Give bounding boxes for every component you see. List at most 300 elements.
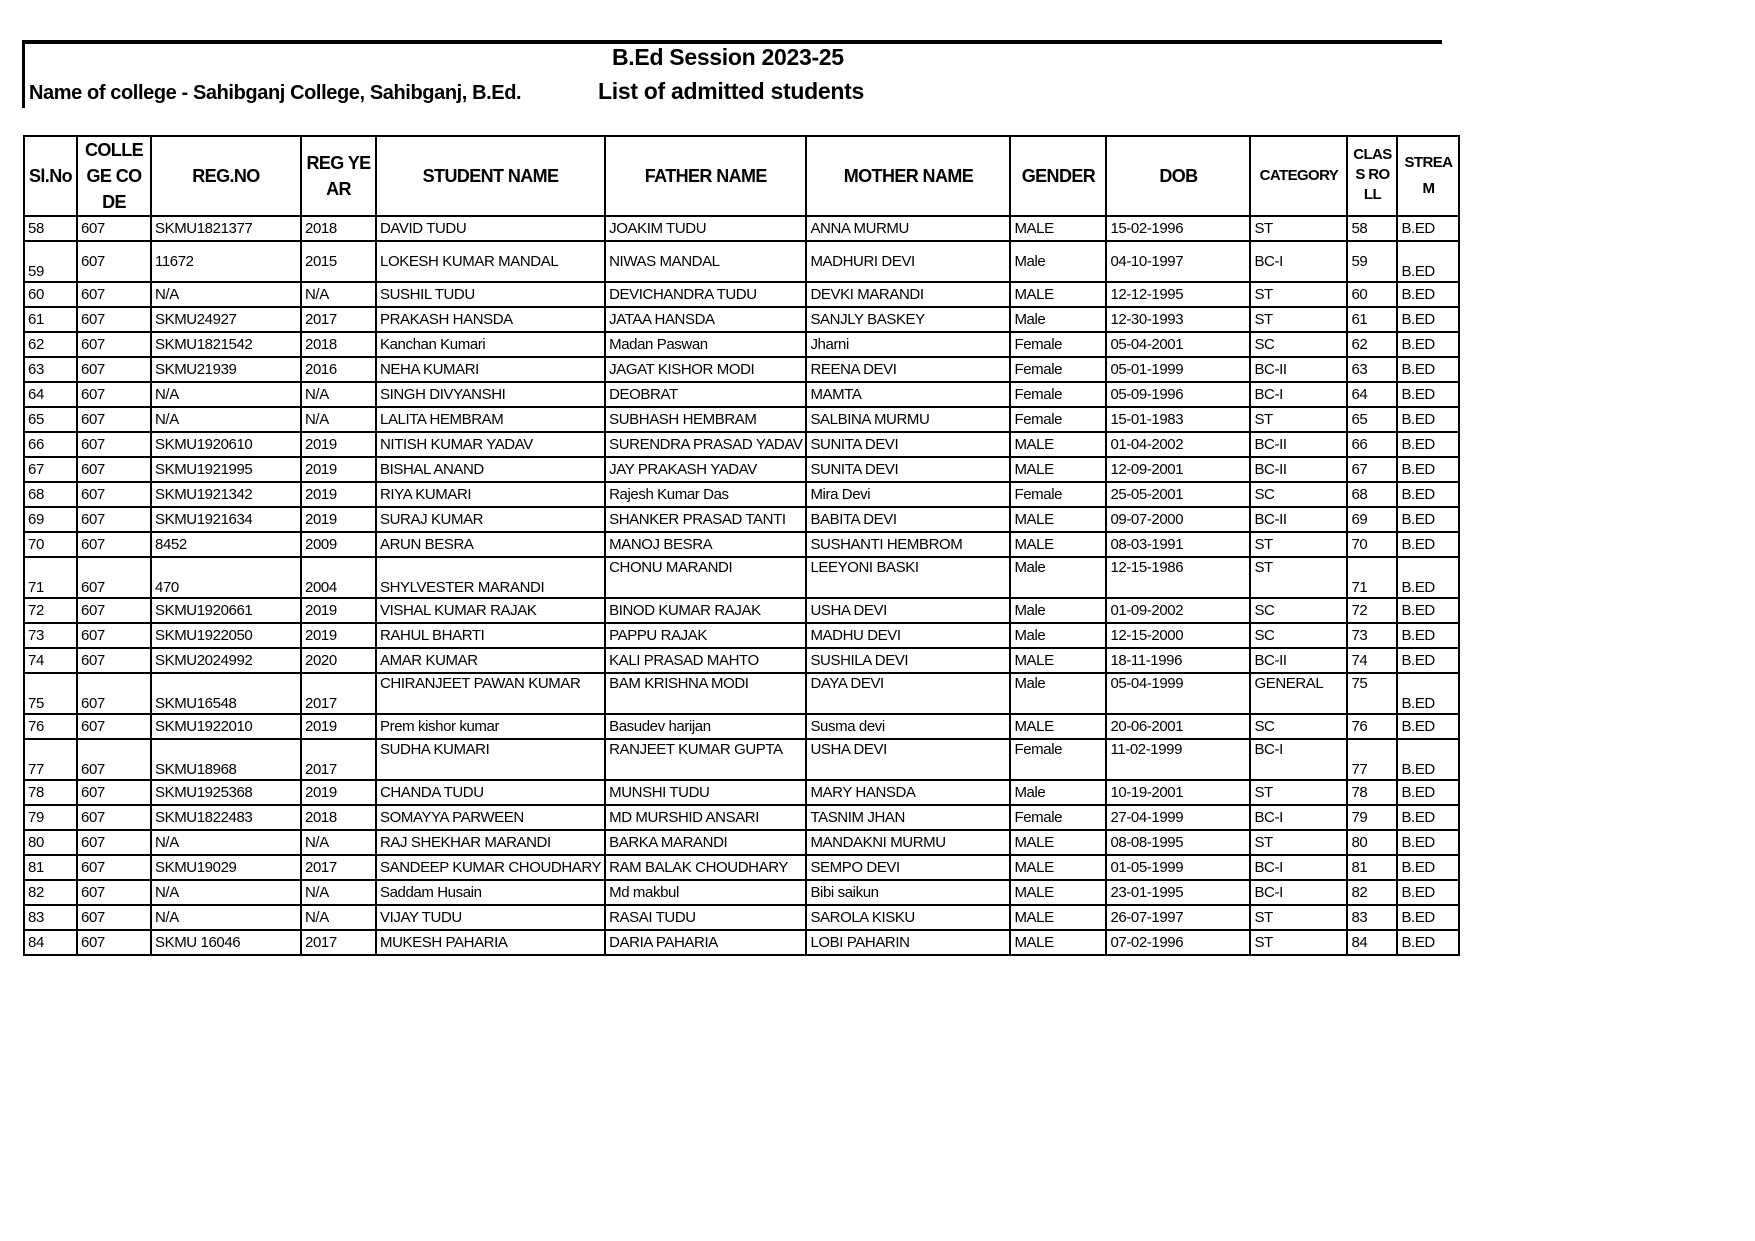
cell-sl-no: 73 — [24, 623, 77, 648]
cell-category: ST — [1250, 532, 1347, 557]
cell-gender: Male — [1010, 307, 1106, 332]
cell-college-code: 607 — [77, 407, 151, 432]
table-row — [24, 282, 1459, 307]
cell-father-name: NIWAS MANDAL — [605, 241, 806, 282]
cell-dob: 26-07-1997 — [1106, 905, 1250, 930]
cell-class-roll: 58 — [1347, 216, 1397, 241]
cell-student-name: RAHUL BHARTI — [376, 623, 605, 648]
table-row — [24, 673, 1459, 714]
col-header-college-code: COLLEGE CODE — [77, 136, 151, 216]
cell-category: BC-II — [1250, 432, 1347, 457]
cell-class-roll: 75 — [1347, 673, 1397, 714]
cell-dob: 15-01-1983 — [1106, 407, 1250, 432]
cell-reg-no: N/A — [151, 905, 301, 930]
col-header-sl-no: Sl.No — [24, 136, 77, 216]
cell-sl-no: 77 — [24, 739, 77, 780]
cell-category: SC — [1250, 598, 1347, 623]
cell-mother-name: SUSHILA DEVI — [806, 648, 1010, 673]
col-header-mother-name: MOTHER NAME — [806, 136, 1010, 216]
cell-stream: B.ED — [1397, 623, 1459, 648]
cell-college-code: 607 — [77, 307, 151, 332]
cell-gender: Female — [1010, 382, 1106, 407]
cell-sl-no: 79 — [24, 805, 77, 830]
cell-student-name: BISHAL ANAND — [376, 457, 605, 482]
table-row — [24, 507, 1459, 532]
cell-reg-year: 2016 — [301, 357, 376, 382]
cell-category: BC-II — [1250, 357, 1347, 382]
cell-student-name: LALITA HEMBRAM — [376, 407, 605, 432]
cell-gender: MALE — [1010, 457, 1106, 482]
cell-reg-year: N/A — [301, 282, 376, 307]
cell-student-name: NITISH KUMAR YADAV — [376, 432, 605, 457]
cell-stream: B.ED — [1397, 532, 1459, 557]
col-header-reg-year: REG YEAR — [301, 136, 376, 216]
cell-stream: B.ED — [1397, 780, 1459, 805]
cell-father-name: RANJEET KUMAR GUPTA — [605, 739, 806, 780]
cell-father-name: JAY PRAKASH YADAV — [605, 457, 806, 482]
cell-reg-year: 2020 — [301, 648, 376, 673]
cell-reg-year: 2009 — [301, 532, 376, 557]
cell-reg-no: SKMU1920610 — [151, 432, 301, 457]
cell-father-name: BINOD KUMAR RAJAK — [605, 598, 806, 623]
cell-mother-name: SUNITA DEVI — [806, 432, 1010, 457]
cell-stream: B.ED — [1397, 930, 1459, 955]
cell-stream: B.ED — [1397, 905, 1459, 930]
cell-reg-year: 2018 — [301, 216, 376, 241]
document-subtitle: List of admitted students — [598, 78, 864, 104]
cell-dob: 12-30-1993 — [1106, 307, 1250, 332]
cell-mother-name: Jharni — [806, 332, 1010, 357]
cell-stream: B.ED — [1397, 432, 1459, 457]
cell-dob: 12-12-1995 — [1106, 282, 1250, 307]
cell-student-name: SURAJ KUMAR — [376, 507, 605, 532]
cell-reg-year: N/A — [301, 830, 376, 855]
cell-class-roll: 64 — [1347, 382, 1397, 407]
cell-class-roll: 62 — [1347, 332, 1397, 357]
cell-category: BC-I — [1250, 880, 1347, 905]
cell-category: ST — [1250, 830, 1347, 855]
cell-stream: B.ED — [1397, 880, 1459, 905]
cell-category: BC-I — [1250, 855, 1347, 880]
cell-sl-no: 76 — [24, 714, 77, 739]
cell-reg-year: 2017 — [301, 307, 376, 332]
cell-class-roll: 74 — [1347, 648, 1397, 673]
cell-dob: 12-15-2000 — [1106, 623, 1250, 648]
cell-dob: 25-05-2001 — [1106, 482, 1250, 507]
cell-college-code: 607 — [77, 880, 151, 905]
cell-stream: B.ED — [1397, 830, 1459, 855]
cell-dob: 12-15-1986 — [1106, 557, 1250, 598]
cell-category: BC-II — [1250, 457, 1347, 482]
col-header-reg-no: REG.NO — [151, 136, 301, 216]
cell-reg-year: N/A — [301, 382, 376, 407]
cell-student-name: DAVID TUDU — [376, 216, 605, 241]
table-row — [24, 880, 1459, 905]
cell-father-name: KALI PRASAD MAHTO — [605, 648, 806, 673]
cell-mother-name: MADHU DEVI — [806, 623, 1010, 648]
table-row — [24, 855, 1459, 880]
cell-class-roll: 80 — [1347, 830, 1397, 855]
cell-student-name: SOMAYYA PARWEEN — [376, 805, 605, 830]
table-row — [24, 307, 1459, 332]
cell-father-name: DEVICHANDRA TUDU — [605, 282, 806, 307]
col-header-dob: DOB — [1106, 136, 1250, 216]
cell-student-name: VISHAL KUMAR RAJAK — [376, 598, 605, 623]
cell-gender: MALE — [1010, 880, 1106, 905]
cell-student-name: SHYLVESTER MARANDI — [376, 557, 605, 598]
cell-class-roll: 82 — [1347, 880, 1397, 905]
cell-sl-no: 84 — [24, 930, 77, 955]
college-name: Name of college - Sahibganj College, Sahibganj, B.Ed. — [29, 82, 522, 104]
cell-college-code: 607 — [77, 332, 151, 357]
cell-student-name: VIJAY TUDU — [376, 905, 605, 930]
cell-class-roll: 63 — [1347, 357, 1397, 382]
cell-reg-year: 2019 — [301, 432, 376, 457]
cell-reg-year: 2004 — [301, 557, 376, 598]
cell-college-code: 607 — [77, 830, 151, 855]
cell-class-roll: 70 — [1347, 532, 1397, 557]
col-header-class-roll: CLASS ROLL — [1347, 136, 1397, 216]
cell-sl-no: 63 — [24, 357, 77, 382]
cell-reg-year: 2015 — [301, 241, 376, 282]
cell-student-name: SINGH DIVYANSHI — [376, 382, 605, 407]
table-row — [24, 805, 1459, 830]
cell-student-name: CHANDA TUDU — [376, 780, 605, 805]
table-row — [24, 780, 1459, 805]
cell-dob: 05-01-1999 — [1106, 357, 1250, 382]
cell-father-name: BAM KRISHNA MODI — [605, 673, 806, 714]
table-row — [24, 648, 1459, 673]
cell-sl-no: 69 — [24, 507, 77, 532]
cell-student-name: MUKESH PAHARIA — [376, 930, 605, 955]
cell-dob: 09-07-2000 — [1106, 507, 1250, 532]
sheet-left-border — [22, 40, 25, 108]
cell-stream: B.ED — [1397, 557, 1459, 598]
cell-class-roll: 61 — [1347, 307, 1397, 332]
cell-father-name: MD MURSHID ANSARI — [605, 805, 806, 830]
table-body — [24, 216, 1459, 955]
cell-college-code: 607 — [77, 432, 151, 457]
cell-reg-year: N/A — [301, 905, 376, 930]
cell-father-name: PAPPU RAJAK — [605, 623, 806, 648]
cell-stream: B.ED — [1397, 357, 1459, 382]
cell-father-name: RAM BALAK CHOUDHARY — [605, 855, 806, 880]
cell-mother-name: TASNIM JHAN — [806, 805, 1010, 830]
cell-college-code: 607 — [77, 905, 151, 930]
table-row — [24, 382, 1459, 407]
cell-dob: 01-09-2002 — [1106, 598, 1250, 623]
cell-dob: 05-04-2001 — [1106, 332, 1250, 357]
cell-mother-name: Susma devi — [806, 714, 1010, 739]
cell-reg-no: SKMU24927 — [151, 307, 301, 332]
cell-sl-no: 75 — [24, 673, 77, 714]
cell-father-name: RASAI TUDU — [605, 905, 806, 930]
cell-sl-no: 64 — [24, 382, 77, 407]
cell-mother-name: DAYA DEVI — [806, 673, 1010, 714]
cell-stream: B.ED — [1397, 507, 1459, 532]
cell-college-code: 607 — [77, 598, 151, 623]
cell-student-name: SANDEEP KUMAR CHOUDHARY — [376, 855, 605, 880]
table-row — [24, 739, 1459, 780]
cell-stream: B.ED — [1397, 673, 1459, 714]
cell-father-name: MANOJ BESRA — [605, 532, 806, 557]
cell-college-code: 607 — [77, 739, 151, 780]
cell-stream: B.ED — [1397, 714, 1459, 739]
cell-college-code: 607 — [77, 216, 151, 241]
cell-reg-year: 2019 — [301, 598, 376, 623]
cell-mother-name: Mira Devi — [806, 482, 1010, 507]
cell-class-roll: 84 — [1347, 930, 1397, 955]
cell-dob: 15-02-1996 — [1106, 216, 1250, 241]
cell-gender: Female — [1010, 739, 1106, 780]
cell-college-code: 607 — [77, 482, 151, 507]
cell-reg-year: 2019 — [301, 623, 376, 648]
cell-category: ST — [1250, 557, 1347, 598]
table-row — [24, 241, 1459, 282]
cell-student-name: CHIRANJEET PAWAN KUMAR — [376, 673, 605, 714]
cell-mother-name: LOBI PAHARIN — [806, 930, 1010, 955]
cell-class-roll: 60 — [1347, 282, 1397, 307]
cell-class-roll: 77 — [1347, 739, 1397, 780]
cell-college-code: 607 — [77, 382, 151, 407]
cell-reg-year: 2019 — [301, 507, 376, 532]
cell-reg-no: SKMU1922050 — [151, 623, 301, 648]
table-row — [24, 432, 1459, 457]
cell-reg-no: SKMU1920661 — [151, 598, 301, 623]
cell-category: SC — [1250, 623, 1347, 648]
table-row — [24, 482, 1459, 507]
cell-class-roll: 69 — [1347, 507, 1397, 532]
cell-reg-no: N/A — [151, 830, 301, 855]
cell-category: BC-II — [1250, 648, 1347, 673]
cell-reg-year: 2019 — [301, 457, 376, 482]
cell-student-name: SUSHIL TUDU — [376, 282, 605, 307]
cell-category: GENERAL — [1250, 673, 1347, 714]
cell-sl-no: 62 — [24, 332, 77, 357]
cell-father-name: BARKA MARANDI — [605, 830, 806, 855]
cell-father-name: CHONU MARANDI — [605, 557, 806, 598]
cell-gender: MALE — [1010, 432, 1106, 457]
cell-student-name: RAJ SHEKHAR MARANDI — [376, 830, 605, 855]
cell-stream: B.ED — [1397, 855, 1459, 880]
cell-mother-name: SUSHANTI HEMBROM — [806, 532, 1010, 557]
cell-stream: B.ED — [1397, 332, 1459, 357]
cell-dob: 11-02-1999 — [1106, 739, 1250, 780]
cell-category: SC — [1250, 714, 1347, 739]
cell-gender: Male — [1010, 598, 1106, 623]
cell-sl-no: 83 — [24, 905, 77, 930]
col-header-stream: STREAM — [1397, 136, 1459, 216]
cell-reg-no: 11672 — [151, 241, 301, 282]
cell-dob: 08-03-1991 — [1106, 532, 1250, 557]
cell-college-code: 607 — [77, 457, 151, 482]
cell-reg-year: 2019 — [301, 482, 376, 507]
table-row — [24, 623, 1459, 648]
cell-gender: MALE — [1010, 714, 1106, 739]
cell-mother-name: DEVKI MARANDI — [806, 282, 1010, 307]
col-header-student-name: STUDENT NAME — [376, 136, 605, 216]
cell-stream: B.ED — [1397, 241, 1459, 282]
cell-gender: Female — [1010, 407, 1106, 432]
cell-class-roll: 65 — [1347, 407, 1397, 432]
cell-class-roll: 73 — [1347, 623, 1397, 648]
cell-student-name: NEHA KUMARI — [376, 357, 605, 382]
cell-sl-no: 74 — [24, 648, 77, 673]
cell-mother-name: ANNA MURMU — [806, 216, 1010, 241]
cell-gender: Male — [1010, 241, 1106, 282]
cell-college-code: 607 — [77, 282, 151, 307]
cell-college-code: 607 — [77, 780, 151, 805]
table-row — [24, 332, 1459, 357]
cell-mother-name: MADHURI DEVI — [806, 241, 1010, 282]
cell-reg-no: 470 — [151, 557, 301, 598]
cell-father-name: SURENDRA PRASAD YADAV — [605, 432, 806, 457]
cell-dob: 12-09-2001 — [1106, 457, 1250, 482]
cell-father-name: DEOBRAT — [605, 382, 806, 407]
cell-college-code: 607 — [77, 930, 151, 955]
table-row — [24, 830, 1459, 855]
cell-gender: Female — [1010, 332, 1106, 357]
table-row — [24, 532, 1459, 557]
cell-reg-year: 2017 — [301, 855, 376, 880]
cell-student-name: SUDHA KUMARI — [376, 739, 605, 780]
cell-reg-no: SKMU19029 — [151, 855, 301, 880]
cell-reg-no: N/A — [151, 880, 301, 905]
cell-dob: 05-04-1999 — [1106, 673, 1250, 714]
cell-college-code: 607 — [77, 673, 151, 714]
cell-college-code: 607 — [77, 714, 151, 739]
table-row — [24, 930, 1459, 955]
cell-reg-no: SKMU1821542 — [151, 332, 301, 357]
cell-category: ST — [1250, 307, 1347, 332]
cell-dob: 05-09-1996 — [1106, 382, 1250, 407]
cell-reg-year: N/A — [301, 407, 376, 432]
cell-mother-name: REENA DEVI — [806, 357, 1010, 382]
cell-sl-no: 66 — [24, 432, 77, 457]
cell-stream: B.ED — [1397, 482, 1459, 507]
cell-category: BC-I — [1250, 805, 1347, 830]
cell-sl-no: 70 — [24, 532, 77, 557]
cell-class-roll: 68 — [1347, 482, 1397, 507]
cell-sl-no: 60 — [24, 282, 77, 307]
cell-student-name: RIYA KUMARI — [376, 482, 605, 507]
cell-category: BC-I — [1250, 739, 1347, 780]
cell-father-name: Basudev harijan — [605, 714, 806, 739]
cell-reg-no: SKMU1821377 — [151, 216, 301, 241]
cell-category: ST — [1250, 282, 1347, 307]
cell-father-name: JATAA HANSDA — [605, 307, 806, 332]
col-header-gender: GENDER — [1010, 136, 1106, 216]
cell-category: BC-II — [1250, 507, 1347, 532]
cell-gender: MALE — [1010, 507, 1106, 532]
cell-sl-no: 82 — [24, 880, 77, 905]
cell-category: SC — [1250, 332, 1347, 357]
cell-gender: Male — [1010, 780, 1106, 805]
cell-father-name: JAGAT KISHOR MODI — [605, 357, 806, 382]
table-row — [24, 598, 1459, 623]
cell-father-name: MUNSHI TUDU — [605, 780, 806, 805]
cell-mother-name: MAMTA — [806, 382, 1010, 407]
cell-class-roll: 78 — [1347, 780, 1397, 805]
cell-gender: MALE — [1010, 282, 1106, 307]
cell-stream: B.ED — [1397, 307, 1459, 332]
cell-dob: 04-10-1997 — [1106, 241, 1250, 282]
cell-category: ST — [1250, 905, 1347, 930]
cell-college-code: 607 — [77, 805, 151, 830]
cell-category: ST — [1250, 780, 1347, 805]
cell-class-roll: 59 — [1347, 241, 1397, 282]
cell-father-name: Rajesh Kumar Das — [605, 482, 806, 507]
cell-dob: 23-01-1995 — [1106, 880, 1250, 905]
cell-reg-no: SKMU 16046 — [151, 930, 301, 955]
cell-class-roll: 66 — [1347, 432, 1397, 457]
cell-reg-no: SKMU1822483 — [151, 805, 301, 830]
cell-father-name: DARIA PAHARIA — [605, 930, 806, 955]
cell-gender: Female — [1010, 805, 1106, 830]
cell-mother-name: SEMPO DEVI — [806, 855, 1010, 880]
cell-mother-name: SAROLA KISKU — [806, 905, 1010, 930]
cell-sl-no: 68 — [24, 482, 77, 507]
cell-reg-year: 2017 — [301, 673, 376, 714]
cell-college-code: 607 — [77, 532, 151, 557]
col-header-father-name: FATHER NAME — [605, 136, 806, 216]
table-header-row — [24, 136, 1459, 216]
table-row — [24, 357, 1459, 382]
cell-sl-no: 65 — [24, 407, 77, 432]
cell-class-roll: 71 — [1347, 557, 1397, 598]
cell-stream: B.ED — [1397, 282, 1459, 307]
cell-reg-no: SKMU1921995 — [151, 457, 301, 482]
cell-reg-no: SKMU1922010 — [151, 714, 301, 739]
cell-sl-no: 78 — [24, 780, 77, 805]
cell-gender: MALE — [1010, 930, 1106, 955]
cell-sl-no: 71 — [24, 557, 77, 598]
cell-reg-no: N/A — [151, 282, 301, 307]
cell-reg-no: N/A — [151, 407, 301, 432]
col-header-category: CATEGORY — [1250, 136, 1347, 216]
cell-class-roll: 83 — [1347, 905, 1397, 930]
cell-gender: MALE — [1010, 648, 1106, 673]
table-row — [24, 216, 1459, 241]
cell-reg-year: 2017 — [301, 930, 376, 955]
cell-reg-no: N/A — [151, 382, 301, 407]
cell-father-name: Md makbul — [605, 880, 806, 905]
cell-sl-no: 61 — [24, 307, 77, 332]
cell-gender: MALE — [1010, 830, 1106, 855]
table-row — [24, 557, 1459, 598]
cell-student-name: Kanchan Kumari — [376, 332, 605, 357]
cell-college-code: 607 — [77, 855, 151, 880]
cell-college-code: 607 — [77, 507, 151, 532]
cell-father-name: SUBHASH HEMBRAM — [605, 407, 806, 432]
cell-college-code: 607 — [77, 623, 151, 648]
cell-dob: 01-05-1999 — [1106, 855, 1250, 880]
cell-gender: Male — [1010, 557, 1106, 598]
table-row — [24, 905, 1459, 930]
cell-father-name: SHANKER PRASAD TANTI — [605, 507, 806, 532]
document-title: B.Ed Session 2023-25 — [612, 44, 844, 70]
cell-sl-no: 59 — [24, 241, 77, 282]
cell-reg-no: SKMU16548 — [151, 673, 301, 714]
cell-mother-name: USHA DEVI — [806, 739, 1010, 780]
cell-sl-no: 72 — [24, 598, 77, 623]
cell-reg-no: SKMU2024992 — [151, 648, 301, 673]
cell-stream: B.ED — [1397, 457, 1459, 482]
cell-category: ST — [1250, 407, 1347, 432]
cell-student-name: AMAR KUMAR — [376, 648, 605, 673]
cell-reg-year: N/A — [301, 880, 376, 905]
cell-category: SC — [1250, 482, 1347, 507]
